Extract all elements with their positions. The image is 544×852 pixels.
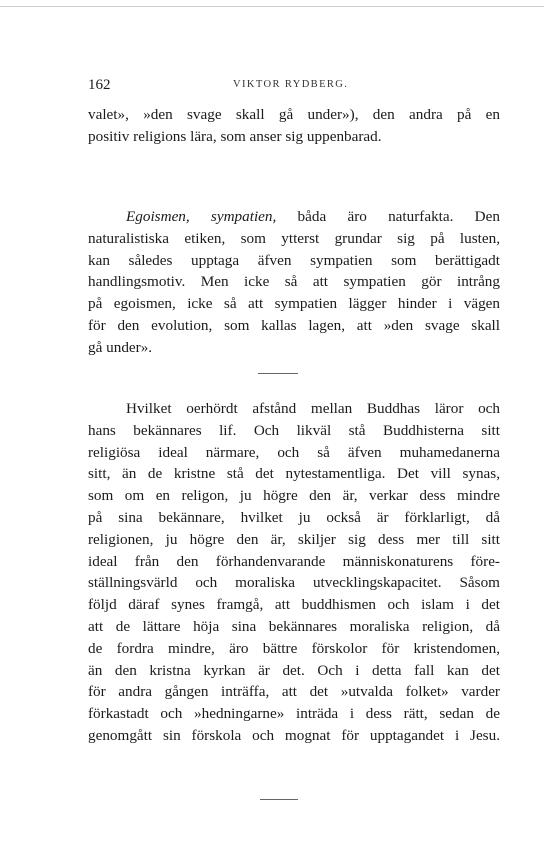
paragraph-3 [88,398,500,747]
text-line [88,206,500,228]
scan-edge-line [0,6,544,7]
running-head: VIKTOR RYDBERG. [233,79,349,90]
text-line: handlingsmotiv. Men icke så att sympatien gör intrång [88,273,500,291]
text-line: förkastadt och »hedningarne» inträda i dess rätt, sedan de [88,705,500,723]
text-line: religiösa ideal närmare, och så äfven muhamedanerna [88,443,500,461]
text-line: gå under». [88,338,153,356]
section-separator [258,373,298,374]
text-line: ställningsvärld och moraliska utvecklingskapacitet. Såsom [88,574,500,592]
text-run: båda äro naturfakta. Den [276,208,500,225]
text-line: valet», »den svage skall gå under»), den andra på en [88,106,500,123]
text-line: som om en religon, ju högre den är, verkar dess mindre [88,487,500,505]
italic-phrase: Egoismen, sympatien, [126,208,277,225]
text-line: kan således upptaga äfven sympatien som berättigadt [88,251,500,269]
text-line: hans bekännares lif. Och likväl stå Buddhisterna sitt [88,421,500,439]
text-line: naturalistiska etiken, som ytterst grundar sig på lusten, [88,229,500,247]
text-line: på sina bekännare, hvilket ju också är förklarligt, då [88,508,500,526]
paragraph-1 [88,104,500,148]
text-line: positiv religions lära, som anser sig uppenbarad. [88,127,382,145]
text-line: för andra gången inträffa, att det »utvalda folket» varder [88,683,500,701]
paragraph-2 [88,206,500,359]
text-line: på egoismen, icke så att sympatien lägger hinder i vägen [88,295,500,313]
text-line: att de lättare höja sina bekännares moraliska religion, då [88,617,500,635]
text-line: de fordra mindre, äro bättre förskolor för kristendomen, [88,639,500,657]
text-line: genomgått sin förskola och mognat för upptagandet i Jesu. [88,726,500,744]
page-number: 162 [88,77,111,93]
text-line: än den kristna kyrkan är det. Och i detta fall kan det [88,661,500,679]
text-line: följd däraf synes framgå, att buddhismen och islam i det [88,596,500,614]
text-line: sitt, än de kristne stå det nytestamentliga. Det vill synas, [88,465,500,483]
text-line: Hvilket oerhördt afstånd mellan Buddhas läror och [126,400,500,417]
section-separator [260,799,298,800]
text-line: religionen, ju högre den är, skiljer sig dess mer till sitt [88,530,500,548]
page-header [88,77,502,93]
text-line: ideal från den förhandenvarande människonaturens före- [88,552,500,570]
text-line: för den evolution, som kallas lagen, att »den svage skall [88,316,500,334]
